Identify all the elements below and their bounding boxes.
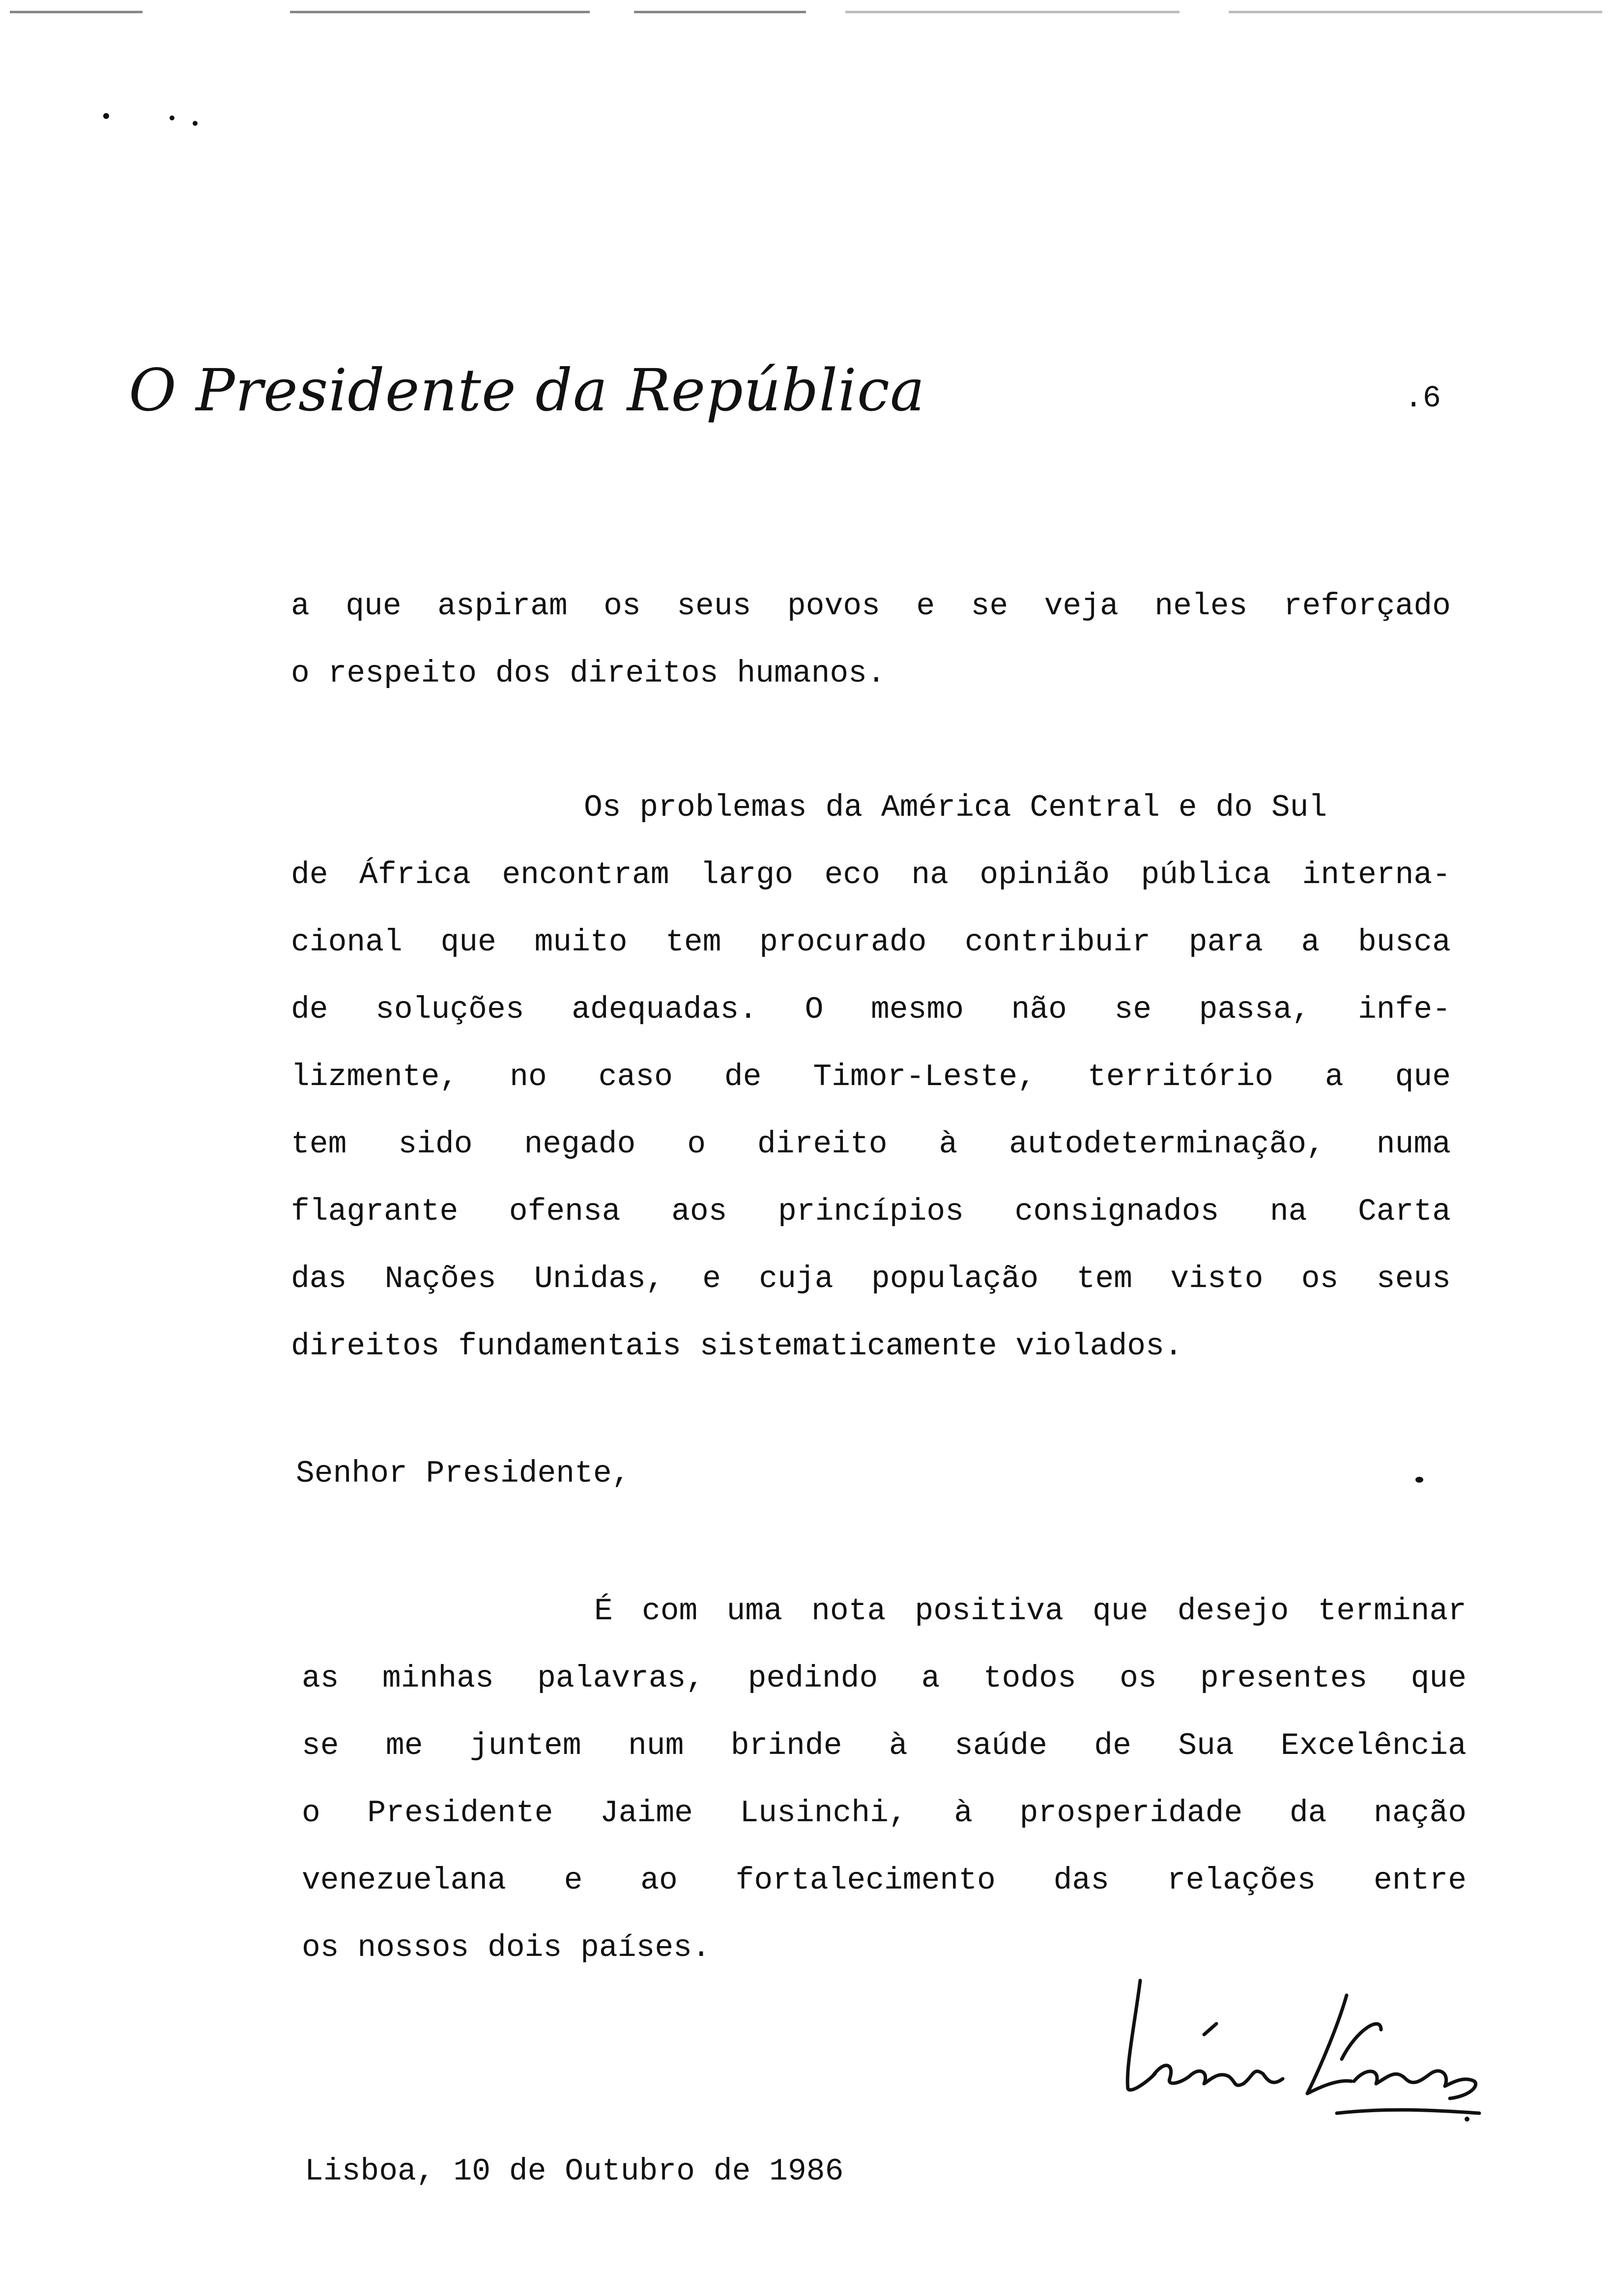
text-line: os nossos dois países. xyxy=(302,1930,711,1965)
text-line: cional que muito tem procurado contribuir para a busca xyxy=(291,925,1451,960)
text-line: a que aspiram os seus povos e se veja neles reforçado xyxy=(291,589,1451,624)
scan-edge-line xyxy=(10,11,143,13)
text-line: das Nações Unidas, e cuja população tem visto os seus xyxy=(291,1262,1451,1296)
text-line: de soluções adequadas. O mesmo não se passa, infe- xyxy=(291,992,1451,1027)
handwritten-signature xyxy=(1106,1961,1494,2123)
dateline: Lisboa, 10 de Outubro de 1986 xyxy=(305,2154,844,2189)
scan-edge-line xyxy=(290,11,590,13)
body-paragraph-2 xyxy=(291,774,1451,1380)
scan-edge-line xyxy=(634,11,806,13)
page-number: .6 xyxy=(1404,381,1441,416)
letterhead-title: O Presidente da República xyxy=(129,356,925,424)
scan-speck xyxy=(170,115,174,120)
scan-edge-line xyxy=(845,11,1180,13)
text-line: lizmente, no caso de Timor-Leste, território a que xyxy=(291,1060,1451,1094)
body-paragraph-3 xyxy=(302,1578,1467,1981)
scan-speck xyxy=(1415,1477,1423,1483)
text-line: direitos fundamentais sistematicamente violados. xyxy=(291,1329,1183,1364)
signature-drawing xyxy=(1106,1961,1494,2123)
scan-speck xyxy=(103,113,109,119)
text-line: venezuelana e ao fortalecimento das relações entre xyxy=(302,1863,1467,1898)
text-line: o respeito dos direitos humanos. xyxy=(291,656,886,691)
text-line: de África encontram largo eco na opinião pública interna- xyxy=(291,858,1451,892)
text-line: É com uma nota positiva que desejo terminar xyxy=(594,1594,1467,1629)
salutation: Senhor Presidente, xyxy=(296,1456,631,1491)
scan-edge-line xyxy=(1229,11,1602,13)
text-line: o Presidente Jaime Lusinchi, à prosperidade da nação xyxy=(302,1796,1467,1831)
text-line: se me juntem num brinde à saúde de Sua Excelência xyxy=(302,1728,1467,1763)
text-line: flagrante ofensa aos princípios consignados na Carta xyxy=(291,1194,1451,1229)
text-line: Os problemas da América Central e do Sul xyxy=(584,790,1327,825)
scan-speck xyxy=(193,121,198,126)
body-paragraph-1 xyxy=(291,573,1451,707)
text-line: tem sido negado o direito à autodeterminação, numa xyxy=(291,1127,1451,1162)
text-line: as minhas palavras, pedindo a todos os presentes que xyxy=(302,1661,1467,1696)
